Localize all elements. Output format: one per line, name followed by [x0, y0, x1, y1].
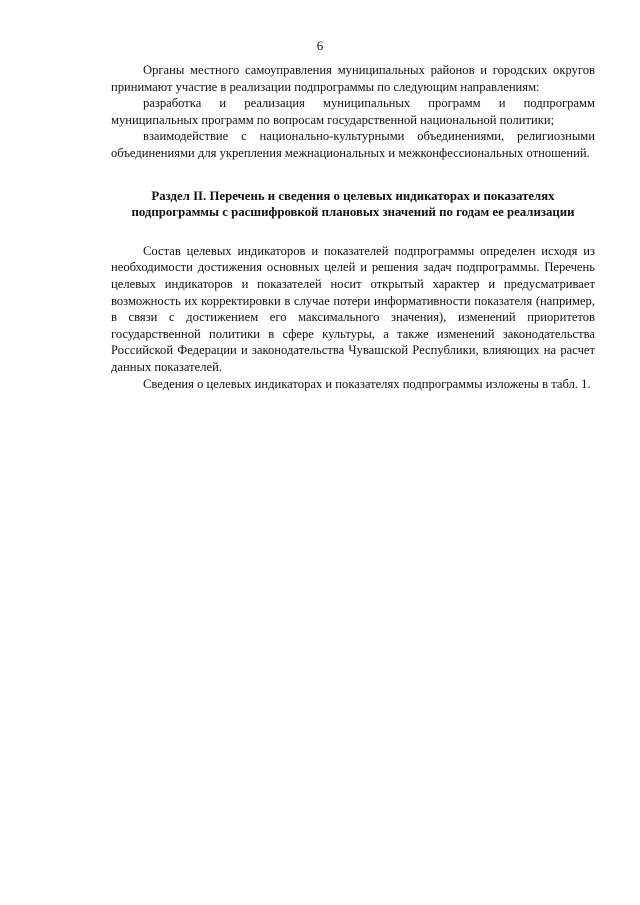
page-number: 6 [316, 38, 324, 53]
intro-paragraph-cooperation: взаимодействие с национально-культурными объединениями, религиозными объединениями для укрепления межнациональных и межконфессиональных отношений. [111, 129, 595, 160]
section-title-line-2: подпрограммы с расшифровкой плановых значений по годам ее реализации [131, 205, 575, 220]
section-title [111, 188, 595, 221]
document-body [111, 62, 595, 392]
section-paragraph-table-reference: Сведения о целевых индикаторах и показателях подпрограммы изложены в табл. 1. [143, 376, 591, 391]
intro-paragraph-local-authorities: Органы местного самоуправления муниципальных районов и городских округов принимают участие в реализации подпрограммы по следующим направлениям: [111, 63, 595, 94]
intro-paragraph-municipal-programs: разработка и реализация муниципальных программ и подпрограмм муниципальных программ по вопросам государственной национальной политики; [111, 96, 595, 127]
section-paragraph-indicators: Состав целевых индикаторов и показателей подпрограммы определен исходя из необходимости достижения основных целей и решения задач подпрограммы. Перечень целевых индикаторов и показателей носит открытый характер и предусматривает возможность их корректировки в случае потери информативности показателя (например, в связи с достижением его максимального значения), изменений приоритетов государственной политики в сфере культуры, а также изменений законодательства Российской Федерации и законодательства Чувашской Республики, влияющих на расчет данных показателей. [111, 243, 595, 374]
section-title-line-1: Раздел II. Перечень и сведения о целевых индикаторах и показателях [151, 188, 555, 203]
